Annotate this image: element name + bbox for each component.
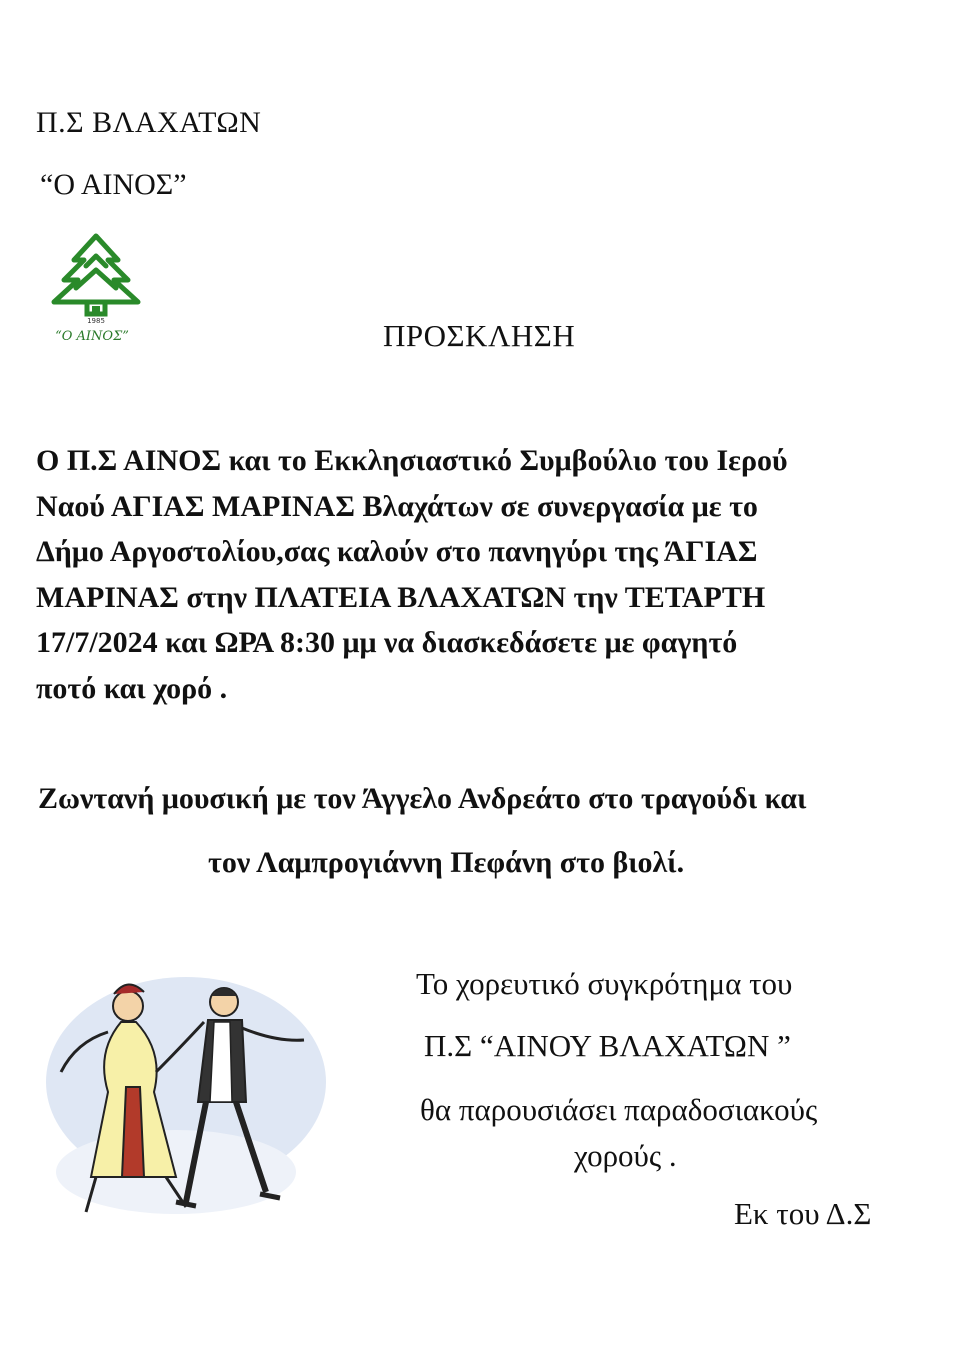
body-line: ΜΑΡΙΝΑΣ στην ΠΛΑΤΕΙΑ ΒΛΑΧΑΤΩΝ την ΤΕΤΑΡΤΗ bbox=[36, 580, 766, 614]
body-line: Ναού ΑΓΙΑΣ ΜΑΡΙΝΑΣ Βλαχάτων σε συνεργασία με το bbox=[36, 489, 758, 523]
body-line: ποτό και χορό . bbox=[36, 671, 228, 705]
club-logo bbox=[36, 230, 156, 350]
logo-caption: “Ο ΑΙΝΟΣ” bbox=[55, 329, 129, 344]
body-line: 17/7/2024 και ΩΡΑ 8:30 μμ να διασκεδάσετε με φαγητό bbox=[36, 626, 738, 659]
live-music-line-1: Ζωντανή μουσική με τον Άγγελο Ανδρεάτο στο τραγούδι και bbox=[38, 782, 807, 815]
club-name: “Ο ΑΙΝΟΣ” bbox=[40, 168, 187, 201]
dance-group-line-4: χορούς . bbox=[574, 1138, 677, 1173]
pine-tree-icon bbox=[36, 230, 156, 350]
signature: Εκ του Δ.Σ bbox=[734, 1196, 872, 1231]
body-line: Ο Π.Σ ΑΙΝΟΣ και το Εκκλησιαστικό Συμβούλιο του Ιερού bbox=[36, 444, 788, 477]
organization-name: Π.Σ ΒΛΑΧΑΤΩΝ bbox=[36, 106, 262, 139]
live-music-line-2: τον Λαμπρογιάννη Πεφάνη στο βιολί. bbox=[208, 846, 685, 879]
body-line: Δήμο Αργοστολίου,σας καλούν στο πανηγύρι της ΆΓΙΑΣ bbox=[36, 535, 758, 568]
logo-year: 1985 bbox=[87, 317, 105, 325]
dance-group-line-1: Το χορευτικό συγκρότημα του bbox=[416, 966, 793, 1001]
dancers-icon bbox=[36, 962, 326, 1232]
invitation-body bbox=[36, 438, 916, 711]
dance-group-line-2: Π.Σ “ΑΙΝΟΥ ΒΛΑΧΑΤΩΝ ” bbox=[424, 1028, 791, 1063]
dance-group-line-3: θα παρουσιάσει παραδοσιακούς bbox=[420, 1092, 818, 1127]
page-title: ΠΡΟΣΚΛΗΣΗ bbox=[383, 318, 576, 353]
dancers-illustration bbox=[36, 962, 326, 1232]
